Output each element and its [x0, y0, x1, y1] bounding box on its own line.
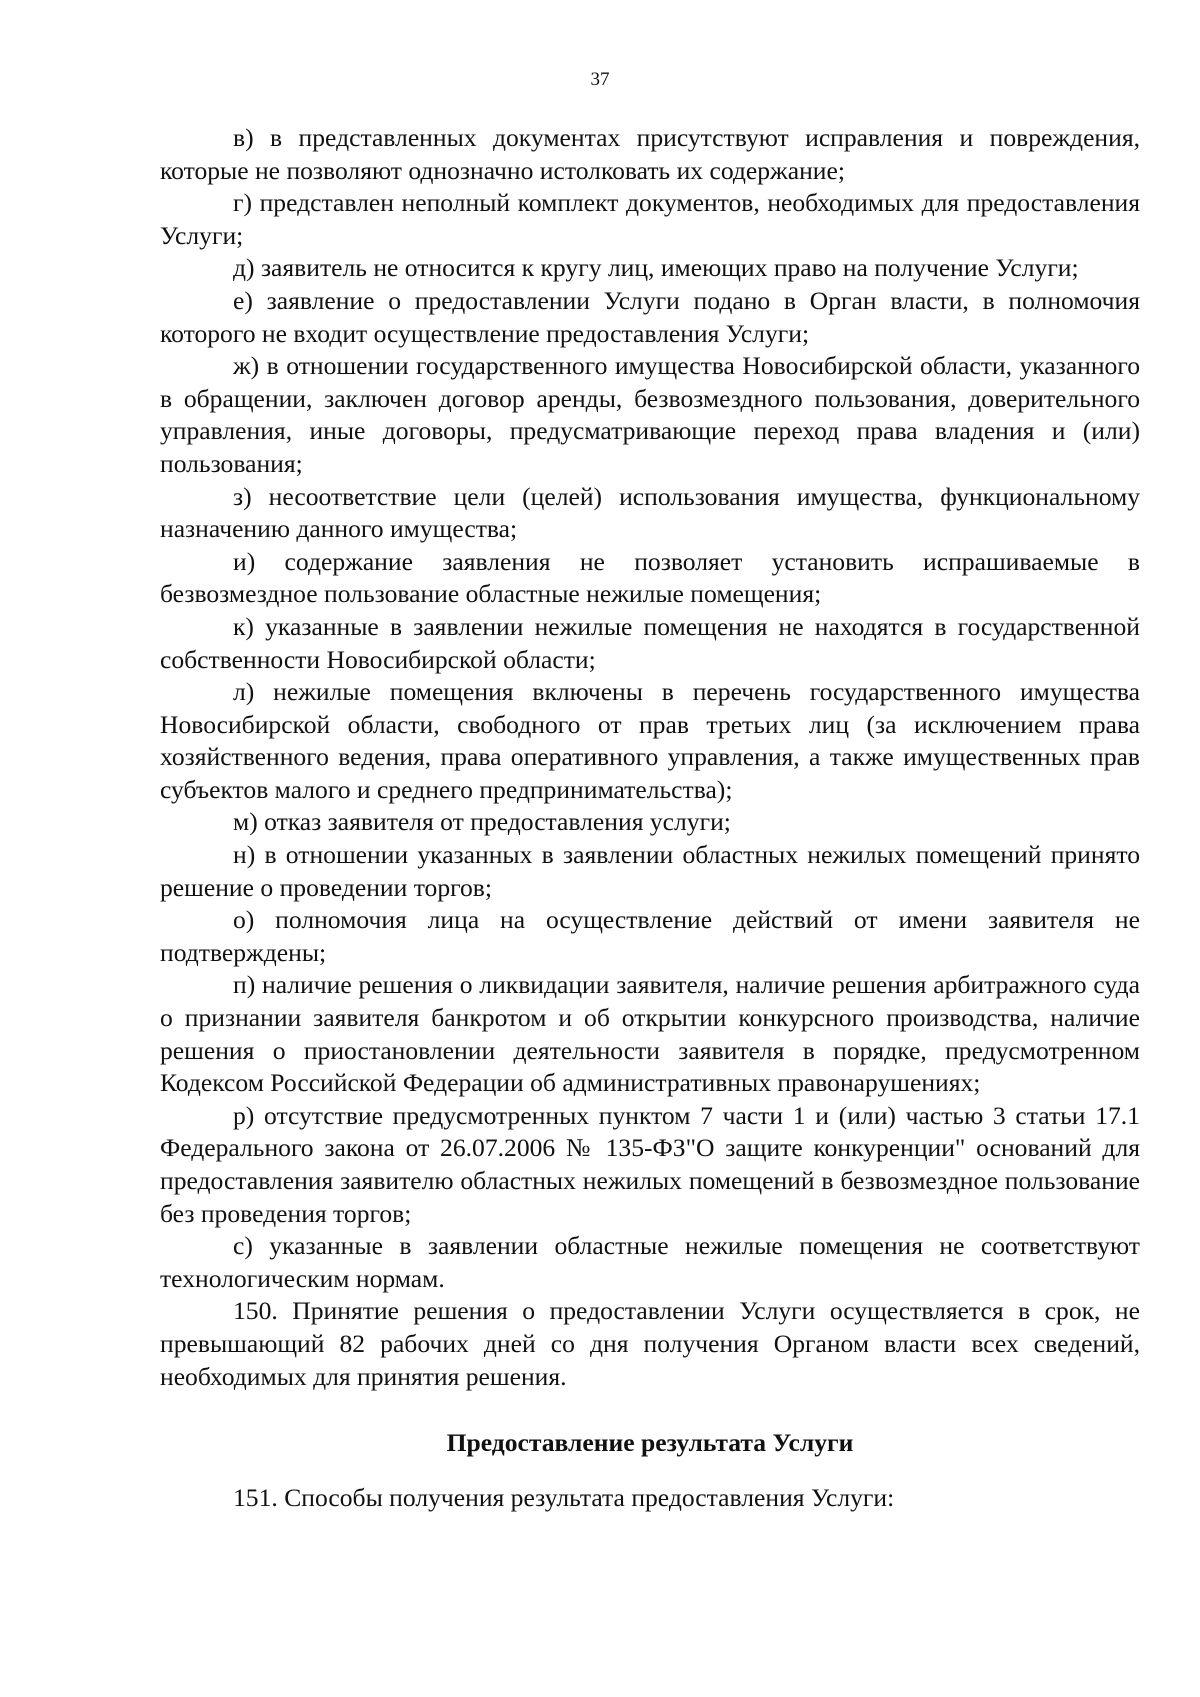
- list-item-m: м) отказ заявителя от предоставления услуги;: [233, 807, 731, 837]
- document-body: [160, 122, 1140, 1514]
- list-item-zh: ж) в отношении государственного имущества Новосибирской области, указанного в обращении, заключен договор аренды, безвозмездного пользования, доверительного управления, иные договоры, предусматривающие переход права владения и (или) пользования;: [160, 351, 1140, 478]
- page-number: 37: [590, 69, 610, 90]
- list-item-k: к) указанные в заявлении нежилые помещения не находятся в государственной собственности Новосибирской области;: [160, 611, 1140, 674]
- list-item-s: с) указанные в заявлении областные нежилые помещения не соответствуют технологическим нормам.: [160, 1231, 1140, 1293]
- list-item-r: р) отсутствие предусмотренных пунктом 7 части 1 и (или) частью 3 статьи 17.1 Федерального закона от 26.07.2006 № 135-ФЗ"О защите конкуренции" оснований для предоставления заявителю областных нежилых помещений в безвозмездное пользование без проведения торгов;: [160, 1100, 1140, 1228]
- list-item-v: в) в представленных документах присутствуют исправления и повреждения, которые не позволяют однозначно истолковать их содержание;: [160, 123, 1140, 185]
- list-item-o: о) полномочия лица на осуществление действий от имени заявителя не подтверждены;: [160, 905, 1140, 967]
- paragraph-150: 150. Принятие решения о предоставлении Услуги осуществляется в срок, не превышающий 82 рабочих дней со дня получения Органом власти всех сведений, необходимых для принятия решения.: [160, 1296, 1140, 1391]
- list-item-z: з) несоответствие цели (целей) использования имущества, функциональному назначению данного имущества;: [160, 481, 1140, 544]
- section-heading: Предоставление результата Услуги: [446, 1428, 854, 1458]
- list-item-n: н) в отношении указанных в заявлении областных нежилых помещений принято решение о проведении торгов;: [160, 840, 1140, 902]
- list-item-e: е) заявление о предоставлении Услуги подано в Орган власти, в полномочия которого не входит осуществление предоставления Услуги;: [160, 285, 1140, 348]
- list-item-l: л) нежилые помещения включены в перечень государственного имущества Новосибирской области, свободного от прав третьих лиц (за исключением права хозяйственного ведения, права оперативного управления, а также имущественных прав субъектов малого и среднего предпринимательства);: [160, 677, 1140, 804]
- list-item-d: д) заявитель не относится к кругу лиц, имеющих право на получение Услуги;: [233, 253, 1079, 283]
- list-item-p: п) наличие решения о ликвидации заявителя, наличие решения арбитражного суда о признании заявителя банкротом и об открытии конкурсного производства, наличие решения о приостановлении деятельности заявителя в порядке, предусмотренном Кодексом Российской Федерации об административных правонарушениях;: [160, 970, 1140, 1098]
- list-item-i: и) содержание заявления не позволяет установить испрашиваемые в безвозмездное пользование областные нежилые помещения;: [160, 546, 1140, 609]
- paragraph-151: 151. Способы получения результата предоставления Услуги:: [233, 1482, 895, 1512]
- list-item-g: г) представлен неполный комплект документов, необходимых для предоставления Услуги;: [160, 188, 1140, 250]
